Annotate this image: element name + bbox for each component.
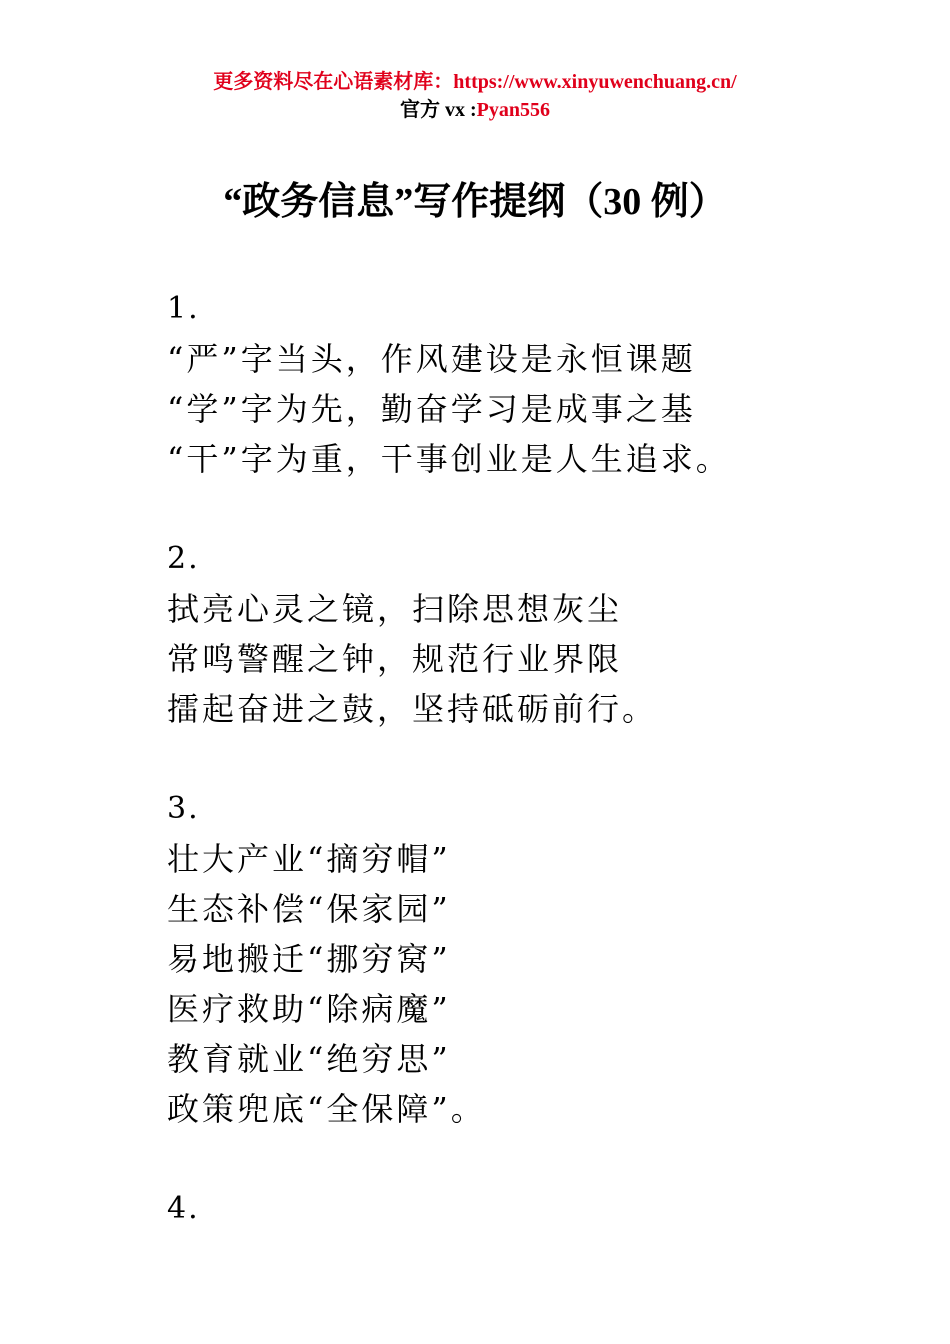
contact-label: 官方 vx : <box>399 99 477 121</box>
document-body <box>167 284 867 1234</box>
outline-line: 政策兜底“全保障”。 <box>167 1090 486 1128</box>
outline-section-4 <box>167 1184 867 1234</box>
page-header <box>0 66 950 122</box>
contact-line <box>0 98 950 122</box>
outline-line: 教育就业“绝穷思” <box>167 1040 451 1078</box>
outline-line: “学”字为先，勤奋学习是成事之基 <box>167 390 696 428</box>
outline-section-2 <box>167 534 867 734</box>
outline-line: 易地搬迁“挪穷窝” <box>167 940 451 978</box>
section-number: 3. <box>167 791 200 826</box>
outline-section-3 <box>167 784 867 1134</box>
outline-line: 常鸣警醒之钟，规范行业界限 <box>167 640 623 678</box>
source-banner: 更多资料尽在心语素材库：https://www.xinyuwenchuang.cn/ <box>213 71 737 93</box>
outline-line: “严”字当头，作风建设是永恒课题 <box>167 340 696 378</box>
outline-line: 壮大产业“摘穷帽” <box>167 840 451 878</box>
contact-id: Pyan556 <box>476 99 550 121</box>
outline-line: 擂起奋进之鼓，坚持砥砺前行。 <box>167 690 658 728</box>
document-title: “政务信息”写作提纲（30 例） <box>223 181 727 223</box>
section-number: 4. <box>167 1191 200 1226</box>
outline-line: 拭亮心灵之镜，扫除思想灰尘 <box>167 590 623 628</box>
section-number: 1. <box>167 291 200 326</box>
outline-line: 生态补偿“保家园” <box>167 890 451 928</box>
outline-line: 医疗救助“除病魔” <box>167 990 451 1028</box>
outline-section-1 <box>167 284 867 484</box>
section-number: 2. <box>167 541 200 576</box>
outline-line: “干”字为重，干事创业是人生追求。 <box>167 440 731 478</box>
